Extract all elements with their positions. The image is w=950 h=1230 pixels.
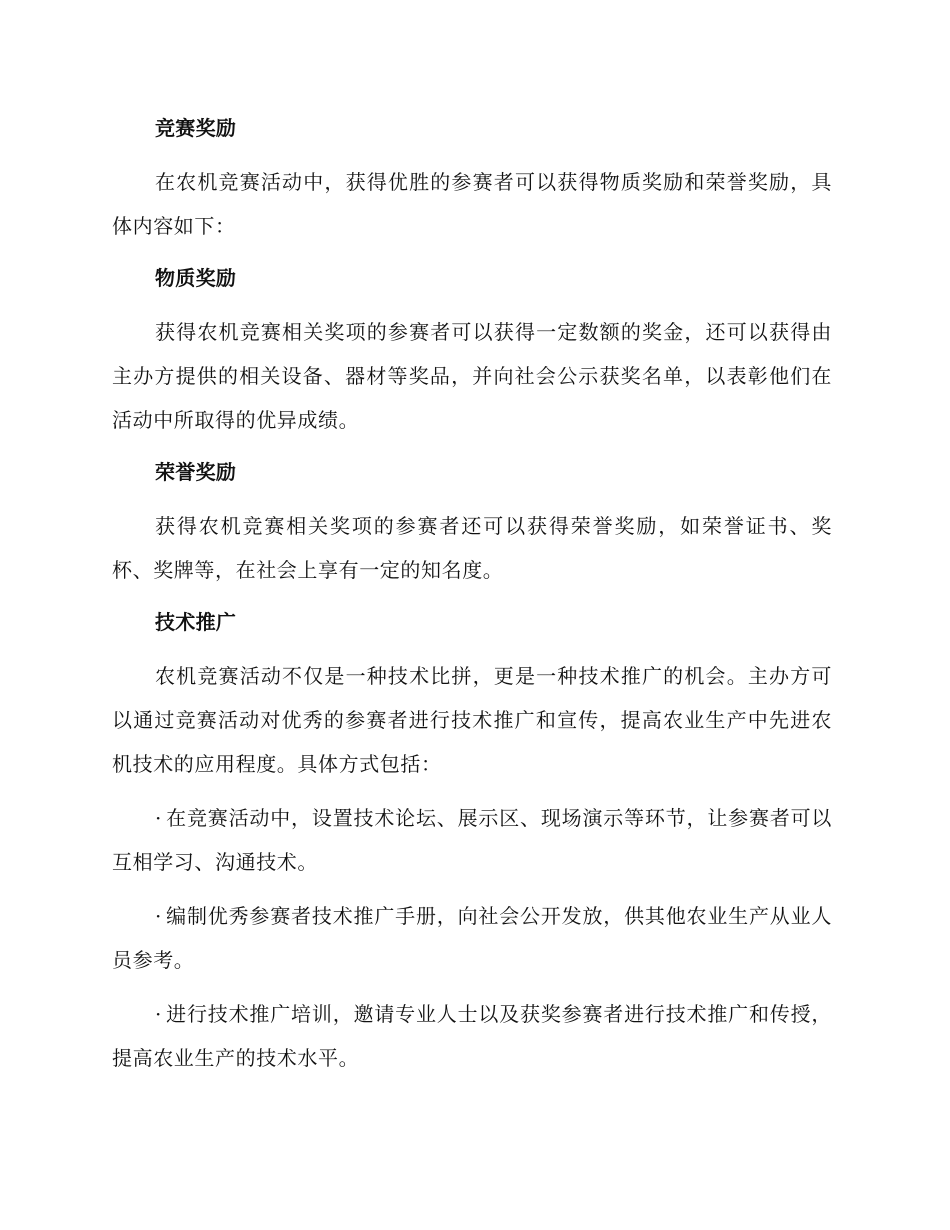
paragraph-material-awards: 获得农机竞赛相关奖项的参赛者可以获得一定数额的奖金，还可以获得由主办方提供的相关设备、器材等奖品，并向社会公示获奖名单，以表彰他们在活动中所取得的优异成绩。 — [112, 320, 832, 432]
list-item-text: 编制优秀参赛者技术推广手册，向社会公开发放，供其他农业生产从业人员参考。 — [112, 904, 832, 972]
list-item — [112, 992, 832, 1080]
section-heading-honor-awards: 荣誉奖励 — [155, 460, 237, 484]
section-heading-material-awards: 物质奖励 — [155, 266, 237, 290]
list-item-text: 进行技术推广培训，邀请专业人士以及获奖参赛者进行技术推广和传授，提高农业生产的技术水平。 — [112, 1002, 832, 1070]
paragraph-competition-awards-intro: 在农机竞赛活动中，获得优胜的参赛者可以获得物质奖励和荣誉奖励，具体内容如下： — [112, 170, 832, 238]
list-item — [112, 796, 832, 884]
bullet-mark: · — [155, 904, 162, 928]
paragraph-tech-promotion-intro: 农机竞赛活动不仅是一种技术比拼，更是一种技术推广的机会。主办方可以通过竞赛活动对优秀的参赛者进行技术推广和宣传，提高农业生产中先进农机技术的应用程度。具体方式包括： — [112, 664, 832, 776]
bullet-mark: · — [155, 806, 162, 830]
section-heading-competition-awards: 竞赛奖励 — [155, 116, 237, 140]
paragraph-honor-awards: 获得农机竞赛相关奖项的参赛者还可以获得荣誉奖励，如荣誉证书、奖杯、奖牌等，在社会上享有一定的知名度。 — [112, 514, 832, 582]
list-item — [112, 894, 832, 982]
document-body — [112, 108, 832, 1090]
list-item-text: 在竞赛活动中，设置技术论坛、展示区、现场演示等环节，让参赛者可以互相学习、沟通技术。 — [112, 806, 832, 874]
section-heading-tech-promotion: 技术推广 — [155, 610, 237, 634]
bullet-mark: · — [155, 1002, 162, 1026]
